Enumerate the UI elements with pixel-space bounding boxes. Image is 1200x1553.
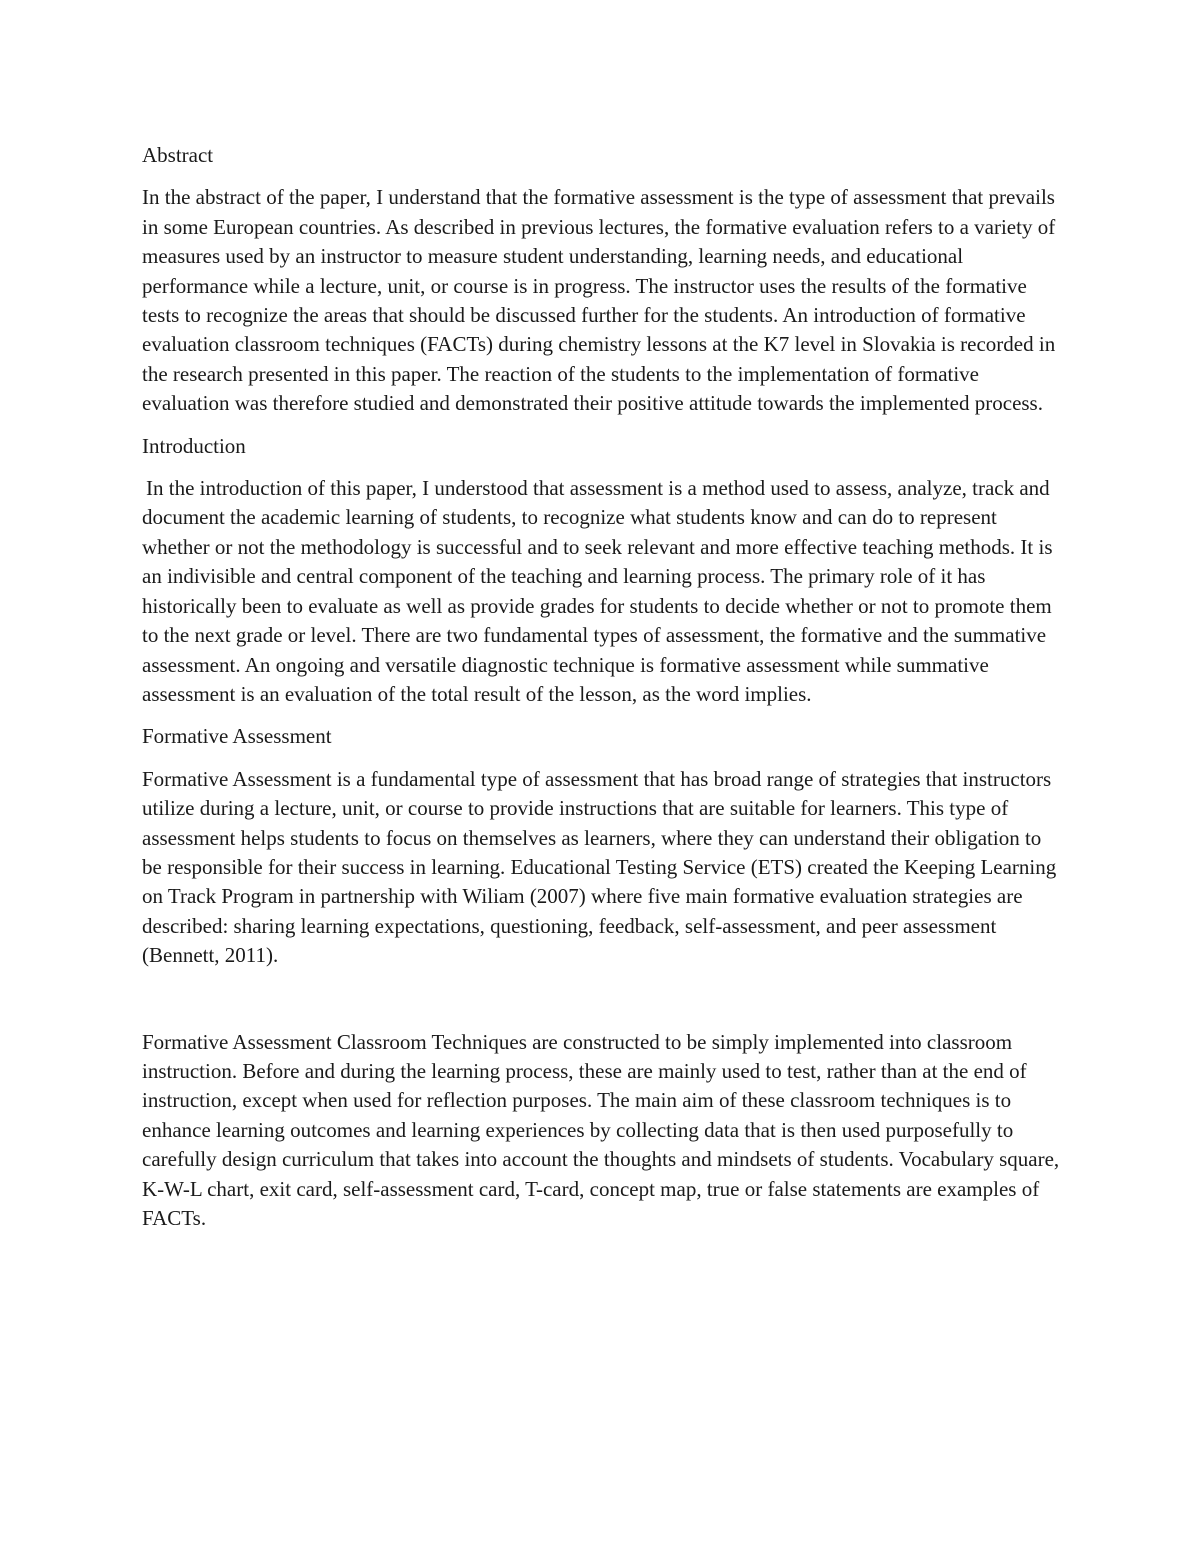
abstract-paragraph: In the abstract of the paper, I understand that the formative assessment is the type of assessment that prevails in some European countries. As described in previous lectures, the formative evaluation refers to a variety of measures used by an instructor to measure student understanding, learning needs, and educational performance while a lecture, unit, or course is in progress. The instructor uses the results of the formative tests to recognize the areas that should be discussed further for the students. An introduction of formative evaluation classroom techniques (FACTs) during chemistry lessons at the K7 level in Slovakia is recorded in the research presented in this paper. The reaction of the students to the implementation of formative evaluation was therefore studied and demonstrated their positive attitude towards the implemented process. xyxy=(142,185,1056,416)
abstract-heading: Abstract xyxy=(142,143,214,167)
formative-assessment-heading: Formative Assessment xyxy=(142,724,332,749)
blank-line-spacer xyxy=(142,984,1062,1028)
formative-assessment-paragraph: Formative Assessment is a fundamental type of assessment that has broad range of strategies that instructors utilize during a lecture, unit, or course to provide instructions that are suitable for learners. This type of assessment helps students to focus on themselves as learners, where they can understand their obligation to be responsible for their success in learning. Educational Testing Service (ETS) created the Keeping Learning on Track Program in partnership with Wiliam (2007) where five main formative evaluation strategies are described: sharing learning expectations, questioning, feedback, self-assessment, and peer assessment (Bennett, 2011). xyxy=(142,766,1057,968)
document-body xyxy=(142,141,1062,1246)
introduction-paragraph: In the introduction of this paper, I understood that assessment is a method used to assess, analyze, track and document the academic learning of students, to recognize what students know and can do to represent whether or not the methodology is successful and to seek relevant and more effective teaching methods. It is an indivisible and central component of the teaching and learning process. The primary role of it has historically been to evaluate as well as provide grades for students to decide whether or not to promote them to the next grade or level. There are two fundamental types of assessment, the formative and the summative assessment. An ongoing and versatile diagnostic technique is formative assessment while summative assessment is an evaluation of the total result of the lesson, as the word implies. xyxy=(142,476,1053,706)
introduction-heading: Introduction xyxy=(142,433,246,458)
facts-paragraph: Formative Assessment Classroom Techniques are constructed to be simply implemented into classroom instruction. Before and during the learning process, these are mainly used to test, rather than at the end of instruction, except when used for reflection purposes. The main aim of these classroom techniques is to enhance learning outcomes and learning experiences by collecting data that is then used purposefully to carefully design curriculum that takes into account the thoughts and mindsets of students. Vocabulary square, K-W-L chart, exit card, self-assessment card, T-card, concept map, true or false statements are examples of FACTs. xyxy=(142,1029,1060,1230)
